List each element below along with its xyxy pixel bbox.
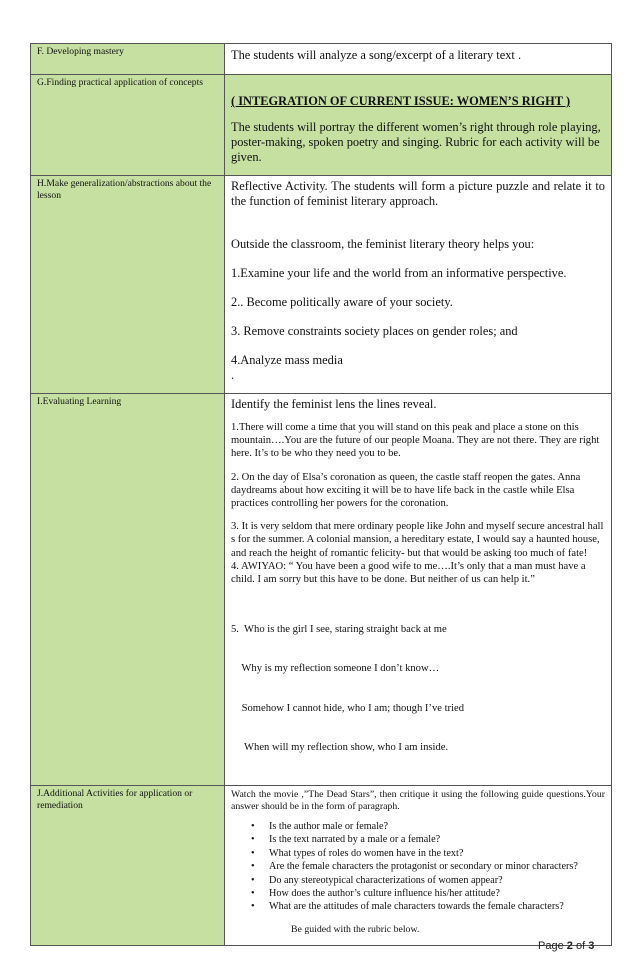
evaluation-prompt: Identify the feminist lens the lines reveal. (231, 397, 437, 411)
guide-question: • How does the author’s culture influence his/her attitude? (269, 887, 605, 900)
label-evaluating-learning: I.Evaluating Learning (31, 394, 225, 786)
evaluation-item-1: 1.There will come a time that you will stand on this peak and place a stone on this mountain….You are the future of our people Moana. They are not there. They are right here. It’s to be who they need you to be. (231, 422, 600, 460)
row-developing-mastery (31, 44, 612, 75)
footer-page-total: 3 (588, 940, 595, 952)
practical-application-text: The students will portray the different women’s right through role playing, poster-making, spoken poetry and singing. Rubric for each activity will be given. (231, 120, 601, 164)
rubric-note: Be guided with the rubric below. (291, 923, 420, 935)
page-footer (538, 940, 594, 952)
evaluation-item-3: 3. It is very seldom that mere ordinary people like John and myself secure ancestral hall s for the summer. A colonial mansion, a hereditary estate, I would say a haunted house, and reach the height of romantic felicity- but that would be asking too much of fate! (231, 521, 604, 559)
label-developing-mastery: F. Developing mastery (31, 44, 225, 75)
label-generalization: H.Make generalization/abstractions about the lesson (31, 176, 225, 394)
label-practical-application: G.Finding practical application of concepts (31, 75, 225, 176)
generalization-item-1: 1.Examine your life and the world from an informative perspective. (231, 266, 567, 280)
evaluation-item-2: 2. On the day of Elsa’s coronation as queen, the castle staff reopen the gates. Anna daydreams about how exciting it will be to have life back in the castle while Elsa practices controlling her powers for the coronation. (231, 471, 581, 510)
footer-page-number: 2 (566, 940, 573, 952)
content-generalization (225, 176, 612, 394)
evaluation-item-4: 4. AWIYAO: “ You have been a good wife to me….It’s only that a man must have a child. I am sorry but this have to be done. But neither of us can help it.” (231, 560, 586, 586)
lesson-plan-table (30, 43, 612, 946)
row-practical-application (31, 75, 612, 176)
additional-activities-intro: Watch the movie ,”The Dead Stars”, then critique it using the following guide questions.Your answer should be in the form of paragraph. (231, 789, 605, 813)
footer-of-word: of (575, 940, 586, 952)
guide-question: • Is the text narrated by a male or a female? (269, 833, 605, 846)
poem-line-3: Somehow I cannot hide, who I am; though I’ve tried (231, 702, 465, 714)
content-developing-mastery (225, 44, 612, 75)
row-additional-activities (31, 786, 612, 946)
feminist-theory-lead: Outside the classroom, the feminist literary theory helps you: (231, 237, 535, 251)
evaluation-item-5 (231, 596, 605, 781)
generalization-item-2: 2.. Become politically aware of your society. (231, 295, 453, 309)
guide-question: • What types of roles do women have in the text? (269, 847, 605, 860)
guide-question: • What are the attitudes of male characters towards the female characters? (269, 900, 605, 913)
row-generalization (31, 176, 612, 394)
content-practical-application (225, 75, 612, 176)
reflective-activity-text: Reflective Activity. The students will form a picture puzzle and relate it to the function of feminist literary approach. (231, 179, 605, 208)
content-evaluating-learning (225, 394, 612, 786)
guide-question: • Is the author male or female? (269, 820, 605, 833)
poem-line-4: When will my reflection show, who I am inside. (231, 742, 449, 754)
poem-line-1: 5. Who is the girl I see, staring straight back at me (231, 623, 447, 635)
generalization-trailing-dot: . (231, 368, 235, 382)
guide-question: • Do any stereotypical characterizations of women appear? (269, 874, 605, 887)
label-additional-activities: J.Additional Activities for application or remediation (31, 786, 225, 946)
guide-question: • Are the female characters the protagonist or secondary or minor characters? (269, 860, 605, 873)
content-additional-activities (225, 786, 612, 946)
developing-mastery-text: The students will analyze a song/excerpt of a literary text . (231, 48, 522, 62)
poem-line-2: Why is my reflection someone I don’t know… (231, 663, 440, 675)
generalization-item-4: 4.Analyze mass media (231, 353, 343, 367)
guide-questions-list (231, 820, 605, 914)
row-evaluating-learning (31, 394, 612, 786)
integration-heading: ( INTEGRATION OF CURRENT ISSUE: WOMEN’S RIGHT ) (231, 94, 571, 108)
footer-page-word: Page (538, 940, 564, 952)
generalization-item-3: 3. Remove constraints society places on gender roles; and (231, 324, 518, 338)
